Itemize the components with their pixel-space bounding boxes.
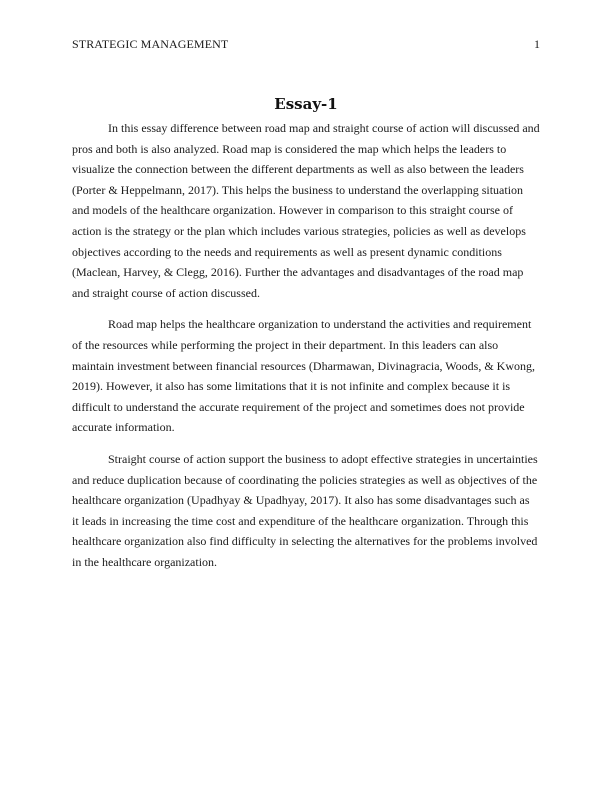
text-line: and models of the healthcare organization. However in comparison to this straight course of [72,203,513,218]
paragraph-3 [72,449,542,573]
essay-title: Essay-1 [274,95,338,113]
text-line: it leads in increasing the time cost and expenditure of the healthcare organization. Through this [72,513,529,528]
running-head: STRATEGIC MANAGEMENT [72,37,229,51]
page-number: 1 [534,37,540,51]
page-header [72,36,540,52]
text-line: In this essay difference between road map and straight course of action will discussed and [108,121,540,135]
text-line: healthcare organization also find difficulty in selecting the alternatives for the problems involved [72,534,538,549]
text-line: visualize the connection between the different departments as well as also between the leaders [72,162,524,177]
text-line: healthcare organization (Upadhyay & Upadhyay, 2017). It also has some disadvantages such as [72,493,530,508]
text-line: accurate information. [72,420,175,435]
essay-body [72,118,542,583]
text-line: maintain investment between financial resources (Dharmawan, Divinagracia, Woods, & Kwong, [72,358,536,373]
text-line: and straight course of action discussed. [72,285,260,300]
text-line: pros and both is also analyzed. Road map is considered the map which helps the leaders to [72,141,507,156]
text-line: objectives according to the needs and requirements as well as present dynamic conditions [72,244,502,259]
text-line: of the resources while performing the project in their department. In this leaders can also [72,337,499,352]
text-line: in the healthcare organization. [72,554,218,569]
text-line: Road map helps the healthcare organization to understand the activities and requirement [108,317,532,332]
paragraph-2 [72,314,542,438]
text-line: (Porter & Heppelmann, 2017). This helps the business to understand the overlapping situation [72,182,524,197]
text-line: action is the strategy or the plan which includes various strategies, policies as well as develops [72,223,526,238]
text-line: (Maclean, Harvey, & Clegg, 2016). Further the advantages and disadvantages of the road map [72,265,524,280]
text-line: Straight course of action support the business to adopt effective strategies in uncertainties [108,451,538,466]
text-line: and reduce duplication because of coordinating the policies strategies as well as objectives of the [72,472,538,487]
text-line: 2019). However, it also has some limitations that it is not infinite and complex because it is [72,379,511,394]
paragraph-1 [72,118,542,303]
text-line: difficult to understand the accurate requirement of the project and sometimes does not provide [72,399,525,414]
